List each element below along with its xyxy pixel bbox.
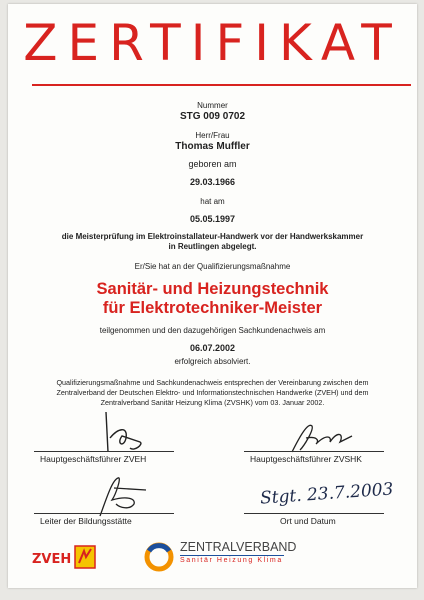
has-label: hat am [200,197,225,206]
zentralverband-logo-rule [180,555,284,556]
zvshk-signature-label: Hauptgeschäftsführer ZVSHK [250,454,362,464]
zentralverband-logo-name: ZENTRALVERBAND [180,540,297,554]
agreement-line-2: Zentralverband der Deutschen Elektro- und Informationstechnischen Handwerke (ZVEH) und dem [56,388,369,397]
zentralverband-logo-icon [144,542,174,572]
certificate-title: ZERTIFIKAT [23,14,402,72]
place-date-line [244,513,384,514]
zveh-signature [88,408,158,456]
training-signature-line [34,513,174,514]
success-text: erfolgreich absolviert. [174,357,251,366]
birth-date: 29.03.1966 [189,177,236,187]
qualification-intro: Er/Sie hat an der Qualifizierungsmaßnahme [134,262,291,271]
place-date-label: Ort und Datum [280,516,336,526]
zveh-logo-icon [74,545,96,569]
certificate-page [8,4,417,588]
completion-date: 06.07.2002 [189,343,236,353]
zveh-signature-label: Hauptgeschäftsführer ZVEH [40,454,147,464]
zvshk-signature-line [244,451,384,452]
place-date-handwritten: Stgt. 23.7.2003 [259,479,395,509]
holder-name: Thomas Muffler [175,141,250,152]
zveh-signature-line [34,451,174,452]
zveh-logo-text: ZVEH [32,552,72,567]
zentralverband-logo-tagline: Sanitär Heizung Klima [180,557,283,564]
participation-text: teilgenommen und den dazugehörigen Sachkundenachweis am [99,326,326,335]
exam-line-2: in Reutlingen abgelegt. [168,242,257,251]
agreement-line-1: Qualifizierungsmaßnahme und Sachkundenachweis entsprechen der Vereinbarung zwischen dem [56,378,369,387]
exam-line-1: die Meisterprüfung im Elektroinstallateur-Handwerk vor der Handwerkskammer [61,232,364,241]
salutation: Herr/Frau [195,131,230,140]
zvshk-signature [286,416,366,456]
certificate-number: STG 009 0702 [179,111,246,122]
course-title-line-1: Sanitär- und Heizungstechnik [96,280,329,298]
number-label: Nummer [197,101,228,110]
agreement-line-3: Zentralverband Sanitär Heizung Klima (ZVSHK) vom 03. Januar 2002. [100,398,325,407]
born-label: geboren am [188,159,237,169]
exam-date: 05.05.1997 [189,214,236,224]
course-title-line-2: für Elektrotechniker-Meister [102,299,323,317]
training-signature-label: Leiter der Bildungsstätte [40,516,132,526]
title-underline [32,84,411,86]
